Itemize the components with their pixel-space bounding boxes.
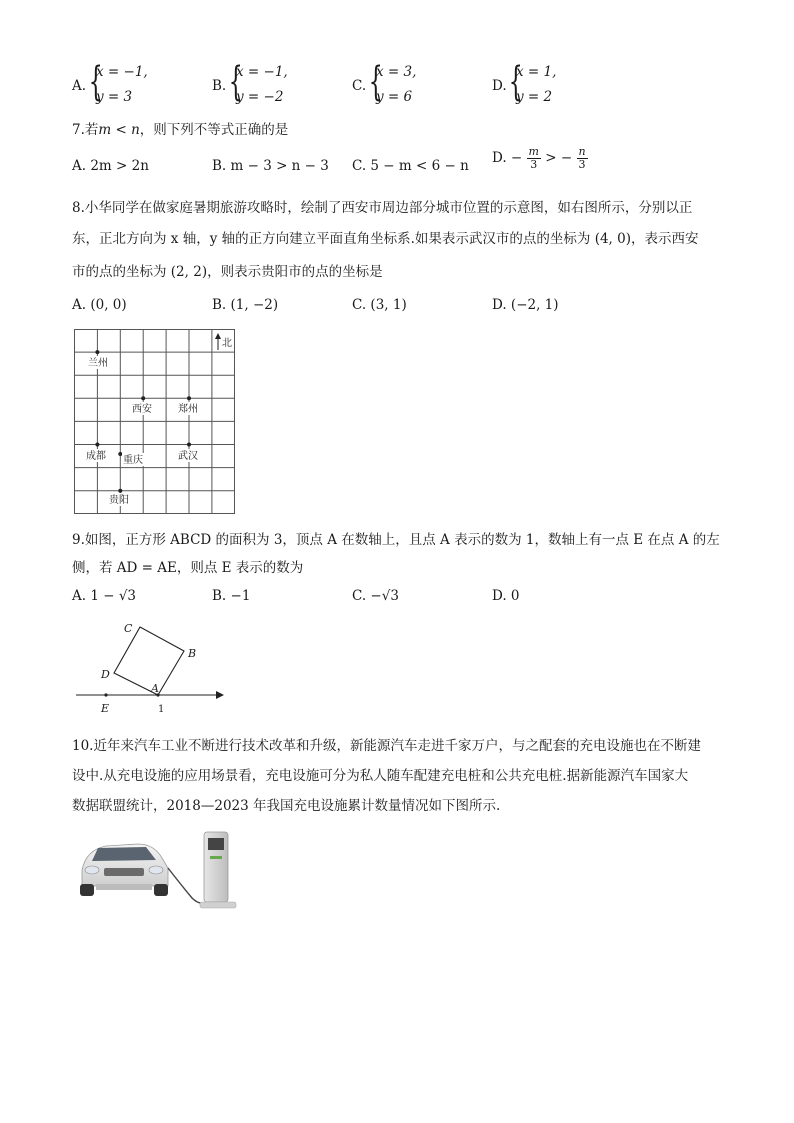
q7-d-mid: > −: [545, 150, 573, 166]
q6-a-label: A.: [72, 78, 87, 94]
square-number-line-figure: [70, 615, 232, 720]
q8-option-b: B. (1, −2): [212, 297, 279, 313]
city-point-lanzhou: [95, 350, 99, 354]
city-label-guiyang: 贵阳: [109, 495, 129, 506]
city-grid-map: [74, 329, 236, 515]
city-label-chongqing: 重庆: [123, 455, 143, 466]
brace-icon: {: [508, 59, 523, 105]
label-one: 1: [158, 704, 165, 715]
fraction-m-over-3: [527, 146, 541, 171]
label-c: C: [124, 622, 133, 635]
q9-option-d: D. 0: [492, 588, 520, 604]
q8-option-d: D. (−2, 1): [492, 297, 559, 313]
brace-icon: {: [228, 59, 243, 105]
q7-stem-suffix: ，则下列不等式正确的是: [139, 122, 289, 138]
q7-stem-prefix: 7.若: [72, 122, 99, 138]
north-label: 北: [222, 338, 232, 349]
fraction-numerator: n: [578, 145, 586, 158]
fraction-numerator: m: [528, 145, 539, 158]
q9-option-c: C. −√3: [352, 588, 399, 604]
q9-stem-line2: 侧，若 AD = AE，则点 E 表示的数为: [72, 560, 304, 576]
q8-stem-line1: 8.小华同学在做家庭暑期旅游攻略时，绘制了西安市周边部分城市位置的示意图，如右图所示，分别以正: [72, 200, 693, 216]
q9-stem-line1: 9.如图，正方形 ABCD 的面积为 3，顶点 A 在数轴上，且点 A 表示的数为 1，数轴上有一点 E 在点 A 的左: [72, 532, 720, 548]
city-label-zhengzhou: 郑州: [178, 404, 198, 415]
label-a: A: [151, 682, 159, 695]
fraction-n-over-3: [577, 146, 588, 171]
point-e: [104, 693, 107, 696]
brace-icon: {: [88, 59, 103, 105]
fraction-denominator: 3: [530, 158, 538, 171]
q9-option-b: B. −1: [212, 588, 251, 604]
city-point-chengdu: [95, 443, 99, 447]
label-d: D: [101, 668, 110, 681]
square-abcd: [114, 627, 184, 695]
q10-stem-line3: 数据联盟统计，2018—2023 年我国充电设施累计数量情况如下图所示.: [72, 798, 501, 814]
charging-station-icon: [200, 832, 236, 908]
charging-cable: [168, 868, 208, 903]
arrow-right-icon: [216, 691, 224, 699]
city-point-zhengzhou: [187, 396, 191, 400]
q6-a-eq1: x = −1,: [96, 64, 148, 80]
label-e: E: [101, 702, 110, 715]
label-b: B: [188, 647, 197, 660]
q6-b-eq1: x = −1,: [236, 64, 288, 80]
q8-option-c: C. (3, 1): [352, 297, 407, 313]
north-arrow-icon: [214, 333, 234, 350]
city-point-chongqing: [118, 452, 122, 456]
ev-charging-illustration: [76, 826, 246, 912]
q7-option-d: [492, 146, 588, 171]
city-label-xian: 西安: [132, 404, 152, 415]
city-point-wuhan: [187, 443, 191, 447]
q7-stem: [72, 118, 288, 138]
q7-option-a: A. 2m > 2n: [72, 158, 149, 174]
city-point-guiyang: [118, 489, 122, 493]
q7-d-label: D. −: [492, 150, 523, 166]
q8-stem-line2: 东，正北方向为 x 轴，y 轴的正方向建立平面直角坐标系.如果表示武汉市的点的坐标为 (4, 0)，表示西安: [72, 231, 699, 247]
city-label-chengdu: 成都: [86, 451, 106, 462]
q6-b-eq2: y = −2: [236, 89, 284, 105]
q6-a-eq2: y = 3: [96, 89, 133, 105]
city-label-lanzhou: 兰州: [88, 358, 108, 369]
q6-d-eq1: x = 1,: [516, 64, 557, 80]
q6-c-label: C.: [352, 78, 367, 94]
q10-stem-line2: 设中.从充电设施的应用场景看，充电设施可分为私人随车配建充电桩和公共充电桩.据新能源汽车国家大: [72, 768, 689, 784]
fraction-denominator: 3: [578, 158, 586, 171]
q8-option-a: A. (0, 0): [72, 297, 127, 313]
q9-option-a: A. 1 − √3: [72, 588, 137, 604]
q7-option-c: C. 5 − m < 6 − n: [352, 158, 469, 174]
q6-d-eq2: y = 2: [516, 89, 553, 105]
brace-icon: {: [368, 59, 383, 105]
city-label-wuhan: 武汉: [178, 451, 198, 462]
q6-d-label: D.: [492, 78, 507, 94]
q8-stem-line3: 市的点的坐标为 (2, 2)，则表示贵阳市的点的坐标是: [72, 264, 383, 280]
car-icon: [80, 844, 168, 896]
q7-option-b: B. m − 3 > n − 3: [212, 158, 329, 174]
q6-c-eq2: y = 6: [376, 89, 413, 105]
city-point-xian: [141, 396, 145, 400]
q6-b-label: B.: [212, 78, 227, 94]
q6-c-eq1: x = 3,: [376, 64, 417, 80]
q7-stem-condition: m < n: [98, 122, 140, 138]
q10-stem-line1: 10.近年来汽车工业不断进行技术改革和升级，新能源汽车走进千家万户，与之配套的充电设施也在不断建: [72, 738, 701, 754]
